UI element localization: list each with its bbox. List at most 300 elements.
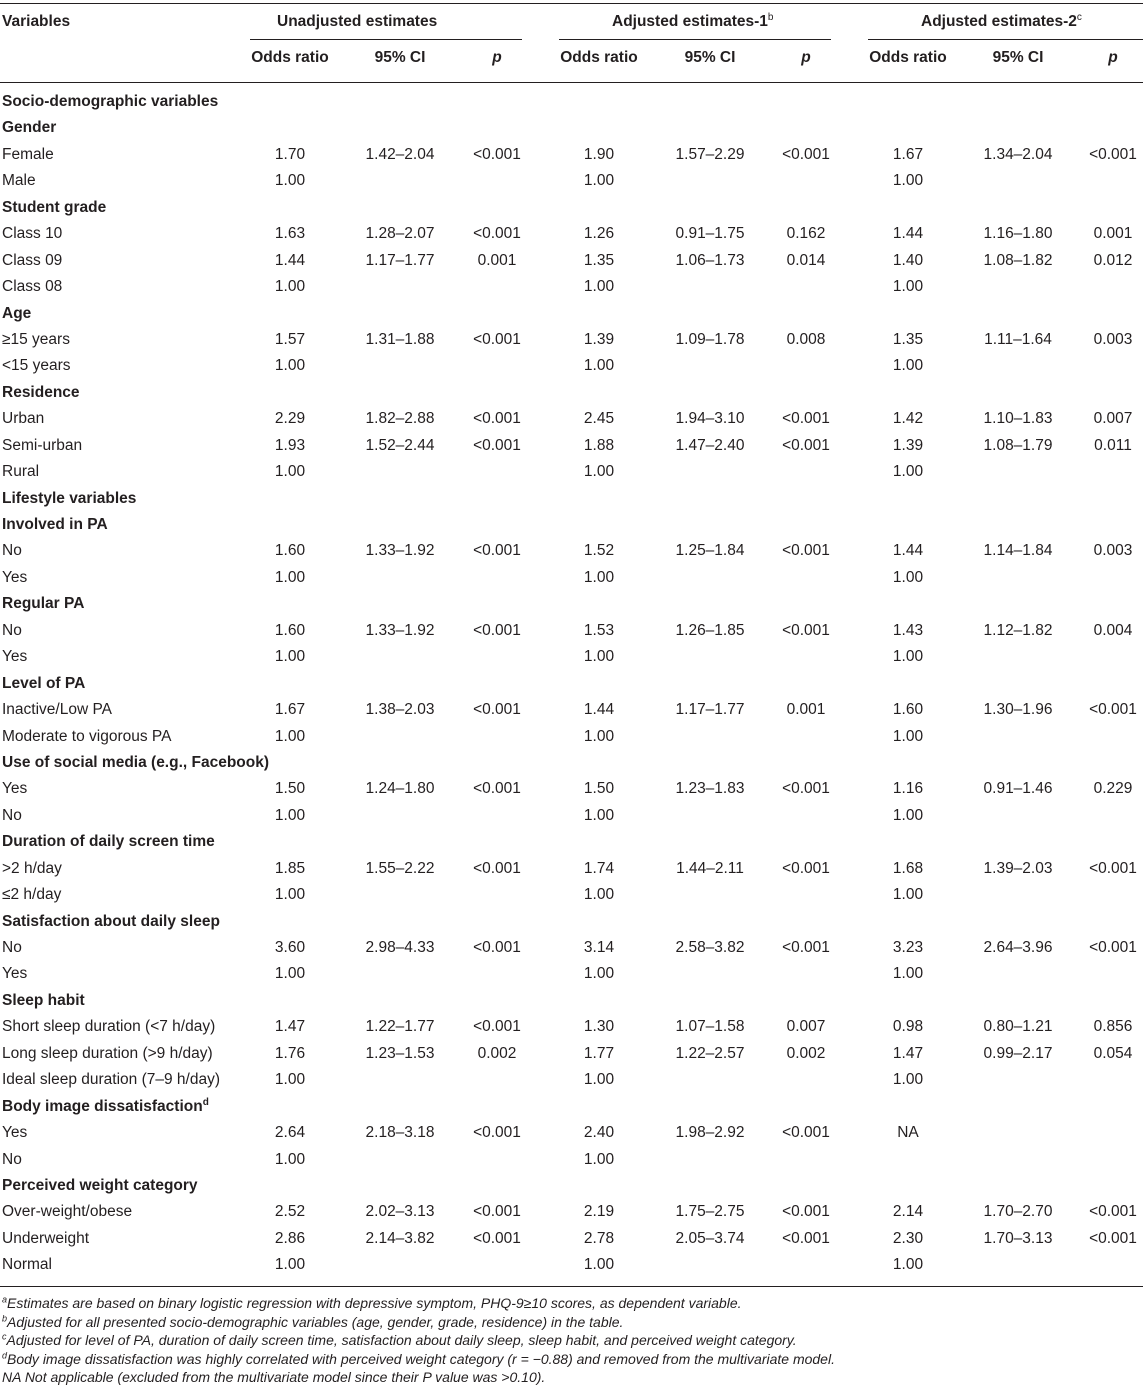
odds-ratio-cell: 1.00 bbox=[583, 727, 615, 745]
row-label bbox=[2, 1229, 89, 1249]
ci-cell: 1.33–1.92 bbox=[365, 621, 435, 639]
table-row bbox=[0, 804, 1143, 830]
odds-ratio-cell: 1.00 bbox=[274, 965, 306, 983]
p-value-cell: <0.001 bbox=[473, 145, 521, 163]
odds-ratio-cell: 2.29 bbox=[274, 410, 306, 428]
p-value-cell: <0.001 bbox=[782, 1124, 830, 1142]
subheader-odds-ratio: Odds ratio bbox=[869, 49, 947, 66]
row-label bbox=[2, 727, 171, 747]
p-value-cell: 0.003 bbox=[1093, 542, 1133, 560]
odds-ratio-cell: 1.60 bbox=[892, 701, 924, 719]
section-heading-row bbox=[0, 90, 1143, 116]
subheader-ci: 95% CI bbox=[374, 49, 426, 66]
row-label bbox=[2, 541, 22, 561]
table-row bbox=[0, 249, 1143, 275]
odds-ratio-cell: 1.40 bbox=[892, 251, 924, 269]
ci-cell: 1.07–1.58 bbox=[675, 1018, 745, 1036]
row-label-text: <15 years bbox=[2, 357, 71, 375]
odds-ratio-cell: 1.00 bbox=[274, 727, 306, 745]
table-row bbox=[0, 143, 1143, 169]
odds-ratio-cell: 1.00 bbox=[583, 463, 615, 481]
p-value-cell: 0.008 bbox=[786, 330, 826, 348]
row-label-text: No bbox=[2, 939, 22, 956]
footnote-letter: a bbox=[2, 1294, 8, 1305]
odds-ratio-cell: 1.30 bbox=[583, 1018, 615, 1036]
odds-ratio-cell: 1.67 bbox=[274, 701, 306, 719]
section-heading bbox=[2, 92, 218, 112]
ci-cell: 1.34–2.04 bbox=[983, 145, 1053, 163]
p-value-cell: 0.014 bbox=[786, 251, 826, 269]
subheader-ci: 95% CI bbox=[684, 49, 736, 66]
odds-ratio-cell: 1.53 bbox=[583, 621, 615, 639]
odds-ratio-cell: 1.00 bbox=[892, 568, 924, 586]
odds-ratio-cell: 1.47 bbox=[274, 1018, 306, 1036]
row-label-text: Lifestyle variables bbox=[2, 489, 137, 507]
odds-ratio-cell: 1.00 bbox=[274, 1071, 306, 1089]
row-label bbox=[2, 859, 62, 879]
row-label-text: Socio-demographic variables bbox=[2, 93, 219, 110]
table-row bbox=[0, 883, 1143, 909]
header-unadjusted-label: Unadjusted estimates bbox=[277, 13, 438, 30]
ci-cell: 1.08–1.79 bbox=[983, 436, 1053, 454]
ci-cell: 1.38–2.03 bbox=[365, 701, 435, 719]
table-row bbox=[0, 725, 1143, 751]
odds-ratio-cell: 1.00 bbox=[892, 463, 924, 481]
row-label bbox=[2, 964, 27, 984]
row-label-text: >2 h/day bbox=[2, 859, 62, 877]
row-label bbox=[2, 779, 27, 799]
table-row bbox=[0, 539, 1143, 565]
section-heading bbox=[2, 383, 80, 403]
odds-ratio-cell: 1.00 bbox=[583, 568, 615, 586]
odds-ratio-cell: 1.57 bbox=[274, 330, 306, 348]
header-unadjusted bbox=[277, 12, 437, 32]
section-heading-row bbox=[0, 830, 1143, 856]
p-value-cell: <0.001 bbox=[782, 436, 830, 454]
odds-ratio-cell: 0.98 bbox=[892, 1018, 924, 1036]
p-value-cell: 0.002 bbox=[786, 1044, 826, 1062]
row-label-text: Male bbox=[2, 172, 36, 190]
table-row bbox=[0, 645, 1143, 671]
ci-cell: 1.70–3.13 bbox=[983, 1229, 1053, 1247]
odds-ratio-cell: 1.00 bbox=[274, 463, 306, 481]
footnote bbox=[2, 1331, 1140, 1350]
odds-ratio-cell: NA bbox=[897, 1124, 919, 1142]
odds-ratio-cell: 1.50 bbox=[274, 780, 306, 798]
p-value-cell: <0.001 bbox=[473, 436, 521, 454]
row-label-text: Sleep habit bbox=[2, 991, 85, 1009]
odds-ratio-cell: 1.60 bbox=[274, 542, 306, 560]
p-value-cell: <0.001 bbox=[1089, 939, 1137, 956]
odds-ratio-cell: 1.70 bbox=[274, 145, 306, 163]
odds-ratio-cell: 1.00 bbox=[892, 357, 924, 375]
row-label bbox=[2, 224, 62, 244]
footnote-text: Estimates are based on binary logistic regression with depressive symptom, PHQ-9≥10 scores, as dependent variable. bbox=[7, 1295, 742, 1311]
odds-ratio-cell: 2.64 bbox=[274, 1124, 306, 1142]
p-value-cell: <0.001 bbox=[473, 859, 521, 877]
odds-ratio-cell: 1.00 bbox=[583, 278, 615, 296]
group-rule-adjusted-1 bbox=[559, 39, 831, 40]
odds-ratio-cell: 1.00 bbox=[274, 1150, 306, 1168]
odds-ratio-cell: 2.78 bbox=[583, 1229, 615, 1247]
p-value-cell: 0.011 bbox=[1094, 436, 1132, 454]
odds-ratio-cell: 1.00 bbox=[583, 1256, 615, 1274]
odds-ratio-cell: 1.35 bbox=[583, 251, 615, 269]
odds-ratio-cell: 1.00 bbox=[892, 965, 924, 983]
p-value-cell: <0.001 bbox=[473, 780, 521, 798]
ci-cell: 1.98–2.92 bbox=[675, 1124, 745, 1142]
row-label-text: Inactive/Low PA bbox=[2, 701, 112, 719]
odds-ratio-cell: 1.00 bbox=[892, 727, 924, 745]
p-value-cell: <0.001 bbox=[473, 1229, 521, 1247]
row-label bbox=[2, 885, 61, 905]
row-label bbox=[2, 1123, 27, 1143]
table-body bbox=[0, 90, 1143, 1280]
p-value-cell: <0.001 bbox=[782, 939, 830, 956]
table-row bbox=[0, 1253, 1143, 1279]
table-row bbox=[0, 1042, 1143, 1068]
odds-ratio-cell: 3.60 bbox=[274, 939, 306, 956]
odds-ratio-cell: 2.40 bbox=[583, 1124, 615, 1142]
footnote-marker-c: c bbox=[1076, 11, 1082, 23]
odds-ratio-cell: 2.52 bbox=[274, 1203, 306, 1221]
ci-cell: 1.22–2.57 bbox=[675, 1044, 745, 1062]
row-label-text: Urban bbox=[2, 410, 45, 428]
section-heading bbox=[2, 118, 56, 138]
ci-cell: 1.52–2.44 bbox=[365, 436, 435, 454]
odds-ratio-cell: 2.30 bbox=[892, 1229, 924, 1247]
p-value-cell: <0.001 bbox=[473, 410, 521, 428]
table-row bbox=[0, 460, 1143, 486]
row-label bbox=[2, 356, 71, 376]
row-label-text: Body image dissatisfaction bbox=[2, 1097, 203, 1115]
odds-ratio-cell: 1.74 bbox=[583, 859, 615, 877]
p-value-cell: <0.001 bbox=[782, 542, 830, 560]
group-rule-adjusted-2 bbox=[868, 39, 1143, 40]
odds-ratio-cell: 1.00 bbox=[892, 1071, 924, 1089]
section-heading-row bbox=[0, 592, 1143, 618]
odds-ratio-cell: 1.00 bbox=[274, 1256, 306, 1274]
row-label-text: Yes bbox=[2, 648, 28, 666]
section-heading-row bbox=[0, 513, 1143, 539]
row-label-text: ≥15 years bbox=[2, 330, 70, 348]
section-heading-row bbox=[0, 1095, 1143, 1121]
odds-ratio-cell: 1.00 bbox=[274, 648, 306, 666]
odds-ratio-cell: 1.85 bbox=[274, 859, 306, 877]
odds-ratio-cell: 1.00 bbox=[583, 357, 615, 375]
footnote bbox=[2, 1350, 1140, 1369]
ci-cell: 2.58–3.82 bbox=[675, 939, 745, 956]
ci-cell: 1.10–1.83 bbox=[983, 410, 1053, 428]
section-heading bbox=[2, 1097, 209, 1117]
header-adjusted-2 bbox=[921, 12, 1082, 32]
odds-ratio-cell: 1.00 bbox=[274, 886, 306, 904]
section-heading-row bbox=[0, 1174, 1143, 1200]
p-value-cell: <0.001 bbox=[473, 939, 521, 956]
table-row bbox=[0, 1227, 1143, 1253]
section-heading bbox=[2, 912, 220, 932]
p-value-cell: 0.007 bbox=[1093, 410, 1133, 428]
odds-ratio-cell: 1.93 bbox=[274, 436, 306, 454]
row-label-text: Age bbox=[2, 304, 32, 322]
odds-ratio-cell: 1.68 bbox=[892, 859, 924, 877]
ci-cell: 1.25–1.84 bbox=[675, 542, 745, 560]
p-value-cell: <0.001 bbox=[782, 859, 830, 877]
p-value-cell: <0.001 bbox=[1089, 1229, 1137, 1247]
ci-cell: 1.09–1.78 bbox=[675, 330, 745, 348]
ci-cell: 0.80–1.21 bbox=[983, 1018, 1053, 1036]
odds-ratio-cell: 1.60 bbox=[274, 621, 306, 639]
row-label-text: Yes bbox=[2, 965, 28, 983]
row-label bbox=[2, 621, 22, 641]
footnote-text: Adjusted for all presented socio-demographic variables (age, gender, grade, residence) in the table. bbox=[7, 1313, 624, 1330]
footnote-text: Adjusted for level of PA, duration of daily screen time, satisfaction about daily sleep, sleep habit, and perceived weight category. bbox=[6, 1332, 797, 1349]
row-label-text: Female bbox=[2, 145, 54, 163]
row-label bbox=[2, 806, 22, 826]
row-label-text: Level of PA bbox=[2, 674, 86, 692]
table-top-rule bbox=[0, 3, 1143, 4]
row-label-text: Duration of daily screen time bbox=[2, 833, 215, 851]
p-value-cell: <0.001 bbox=[782, 410, 830, 428]
ci-cell: 1.08–1.82 bbox=[983, 251, 1053, 269]
row-label-text: Over-weight/obese bbox=[2, 1203, 133, 1221]
ci-cell: 2.05–3.74 bbox=[675, 1229, 745, 1247]
odds-ratio-cell: 1.39 bbox=[583, 330, 615, 348]
ci-cell: 1.26–1.85 bbox=[675, 621, 745, 639]
ci-cell: 1.22–1.77 bbox=[365, 1018, 435, 1036]
odds-ratio-cell: 1.67 bbox=[892, 145, 924, 163]
ci-cell: 1.11–1.64 bbox=[984, 330, 1052, 348]
odds-ratio-cell: 1.44 bbox=[892, 542, 924, 560]
section-heading-row bbox=[0, 672, 1143, 698]
row-label-text: Rural bbox=[2, 463, 40, 481]
row-label-text: Perceived weight category bbox=[2, 1176, 198, 1194]
ci-cell: 1.42–2.04 bbox=[365, 145, 435, 163]
ci-cell: 2.98–4.33 bbox=[365, 939, 435, 956]
odds-ratio-cell: 1.00 bbox=[583, 1150, 615, 1168]
table-bottom-rule bbox=[0, 1286, 1143, 1287]
table-row bbox=[0, 434, 1143, 460]
ci-cell: 1.12–1.82 bbox=[983, 621, 1053, 639]
odds-ratio-cell: 2.45 bbox=[583, 410, 615, 428]
row-label-text: Long sleep duration (>9 h/day) bbox=[2, 1044, 213, 1062]
row-label bbox=[2, 145, 54, 165]
row-label bbox=[2, 647, 27, 667]
odds-ratio-cell: 1.47 bbox=[892, 1044, 924, 1062]
section-heading bbox=[2, 674, 85, 694]
section-heading bbox=[2, 753, 269, 773]
odds-ratio-cell: 1.00 bbox=[892, 886, 924, 904]
p-value-cell: <0.001 bbox=[473, 621, 521, 639]
row-label-text: Class 09 bbox=[2, 251, 63, 269]
footnote-marker-b: b bbox=[767, 11, 774, 23]
odds-ratio-cell: 1.76 bbox=[274, 1044, 306, 1062]
section-heading-row bbox=[0, 989, 1143, 1015]
header-bottom-rule bbox=[0, 82, 1143, 83]
ci-cell: 1.70–2.70 bbox=[983, 1203, 1053, 1221]
row-label bbox=[2, 277, 62, 297]
odds-ratio-cell: 1.77 bbox=[583, 1044, 615, 1062]
row-label-text: Residence bbox=[2, 383, 80, 401]
odds-ratio-cell: 1.00 bbox=[583, 886, 615, 904]
ci-cell: 1.31–1.88 bbox=[365, 330, 435, 348]
ci-cell: 1.06–1.73 bbox=[675, 251, 745, 269]
section-heading bbox=[2, 1176, 198, 1196]
row-label-text: Moderate to vigorous PA bbox=[2, 727, 172, 745]
p-value-cell: 0.003 bbox=[1093, 330, 1133, 348]
row-label bbox=[2, 1017, 215, 1037]
footnote-letter: c bbox=[2, 1331, 7, 1342]
table-row bbox=[0, 936, 1143, 962]
p-value-cell: <0.001 bbox=[473, 1018, 521, 1036]
row-label-text: Yes bbox=[2, 1124, 28, 1142]
table-row bbox=[0, 328, 1143, 354]
section-heading bbox=[2, 304, 31, 324]
p-value-cell: <0.001 bbox=[1089, 859, 1137, 877]
p-value-cell: 0.054 bbox=[1093, 1044, 1133, 1062]
row-label bbox=[2, 1255, 52, 1275]
p-value-cell: 0.012 bbox=[1093, 251, 1133, 269]
row-label-text: Regular PA bbox=[2, 595, 85, 613]
table-row bbox=[0, 354, 1143, 380]
p-value-cell: <0.001 bbox=[1089, 1203, 1137, 1221]
section-heading bbox=[2, 991, 85, 1011]
ci-cell: 1.23–1.53 bbox=[365, 1044, 435, 1062]
odds-ratio-cell: 1.44 bbox=[274, 251, 306, 269]
odds-ratio-cell: 2.14 bbox=[892, 1203, 924, 1221]
ci-cell: 1.28–2.07 bbox=[365, 225, 435, 243]
row-label-text: No bbox=[2, 806, 22, 824]
row-label bbox=[2, 1150, 22, 1170]
row-label bbox=[2, 1202, 132, 1222]
ci-cell: 1.33–1.92 bbox=[365, 542, 435, 560]
odds-ratio-cell: 1.00 bbox=[274, 568, 306, 586]
footnote bbox=[2, 1313, 1140, 1332]
section-heading-row bbox=[0, 751, 1143, 777]
odds-ratio-cell: 1.00 bbox=[274, 806, 306, 824]
row-label bbox=[2, 171, 36, 191]
header-adjusted-2-label: Adjusted estimates-2 bbox=[921, 13, 1077, 30]
footnote-text: NA Not applicable (excluded from the multivariate model since their P value was >0.10). bbox=[2, 1369, 546, 1386]
ci-cell: 1.47–2.40 bbox=[675, 436, 745, 454]
odds-ratio-cell: 1.43 bbox=[892, 621, 924, 639]
row-label bbox=[2, 462, 39, 482]
odds-ratio-cell: 1.00 bbox=[274, 357, 306, 375]
section-heading-row bbox=[0, 196, 1143, 222]
row-label-text: Class 08 bbox=[2, 278, 63, 296]
subheader-p: p bbox=[1108, 49, 1118, 66]
row-label bbox=[2, 251, 62, 271]
table-row bbox=[0, 566, 1143, 592]
odds-ratio-cell: 3.23 bbox=[892, 939, 924, 956]
odds-ratio-cell: 1.00 bbox=[892, 1256, 924, 1274]
odds-ratio-cell: 1.42 bbox=[892, 410, 924, 428]
table-row bbox=[0, 1148, 1143, 1174]
footnote-marker-d: d bbox=[202, 1096, 209, 1108]
ci-cell: 1.44–2.11 bbox=[676, 859, 744, 877]
p-value-cell: <0.001 bbox=[1089, 701, 1137, 719]
odds-ratio-cell: 1.00 bbox=[583, 965, 615, 983]
row-label bbox=[2, 1044, 213, 1064]
p-value-cell: 0.001 bbox=[786, 701, 826, 719]
table-row bbox=[0, 1068, 1143, 1094]
section-heading bbox=[2, 594, 84, 614]
table-row bbox=[0, 962, 1143, 988]
ci-cell: 1.14–1.84 bbox=[983, 542, 1053, 560]
group-rule-unadjusted bbox=[250, 39, 522, 40]
ci-cell: 2.64–3.96 bbox=[983, 939, 1053, 956]
table-row bbox=[0, 275, 1143, 301]
row-label bbox=[2, 700, 112, 720]
table-row bbox=[0, 619, 1143, 645]
table-row bbox=[0, 777, 1143, 803]
odds-ratio-cell: 1.00 bbox=[583, 172, 615, 190]
row-label-text: No bbox=[2, 1150, 22, 1168]
ci-cell: 1.39–2.03 bbox=[983, 859, 1053, 877]
table-row bbox=[0, 1200, 1143, 1226]
p-value-cell: 0.162 bbox=[786, 225, 826, 243]
header-adjusted-1 bbox=[612, 12, 773, 32]
p-value-cell: <0.001 bbox=[473, 542, 521, 560]
ci-cell: 2.14–3.82 bbox=[365, 1229, 435, 1247]
odds-ratio-cell: 1.63 bbox=[274, 225, 306, 243]
header-variables: Variables bbox=[2, 13, 71, 30]
table-row bbox=[0, 222, 1143, 248]
odds-ratio-cell: 1.00 bbox=[274, 278, 306, 296]
section-heading bbox=[2, 832, 215, 852]
row-label-text: Yes bbox=[2, 568, 28, 586]
p-value-cell: <0.001 bbox=[1089, 145, 1137, 163]
row-label-text: Class 10 bbox=[2, 225, 63, 243]
ci-cell: 1.17–1.77 bbox=[365, 251, 435, 269]
ci-cell: 1.75–2.75 bbox=[675, 1203, 745, 1221]
p-value-cell: 0.856 bbox=[1093, 1018, 1133, 1036]
footnote-letter: d bbox=[2, 1350, 8, 1361]
ci-cell: 1.30–1.96 bbox=[983, 701, 1053, 719]
footnote bbox=[2, 1368, 1140, 1387]
odds-ratio-cell: 1.90 bbox=[583, 145, 615, 163]
odds-ratio-cell: 1.00 bbox=[892, 278, 924, 296]
subheader-p: p bbox=[492, 49, 502, 66]
ci-cell: 1.82–2.88 bbox=[365, 410, 435, 428]
subheader-odds-ratio: Odds ratio bbox=[560, 49, 638, 66]
odds-ratio-cell: 3.14 bbox=[583, 939, 615, 956]
section-heading-row bbox=[0, 381, 1143, 407]
row-label-text: Normal bbox=[2, 1256, 52, 1274]
odds-ratio-cell: 1.35 bbox=[892, 330, 924, 348]
row-label bbox=[2, 1070, 220, 1090]
section-heading-row bbox=[0, 487, 1143, 513]
p-value-cell: <0.001 bbox=[782, 1203, 830, 1221]
ci-cell: 1.94–3.10 bbox=[675, 410, 745, 428]
table-row bbox=[0, 407, 1143, 433]
section-heading-row bbox=[0, 116, 1143, 142]
section-heading-row bbox=[0, 302, 1143, 328]
odds-ratio-cell: 1.50 bbox=[583, 780, 615, 798]
odds-ratio-cell: 1.00 bbox=[892, 648, 924, 666]
section-heading bbox=[2, 515, 108, 535]
footnote-letter: b bbox=[2, 1312, 8, 1323]
table-row bbox=[0, 1015, 1143, 1041]
p-value-cell: <0.001 bbox=[473, 225, 521, 243]
row-label-text: Ideal sleep duration (7–9 h/day) bbox=[2, 1071, 221, 1089]
section-heading bbox=[2, 198, 106, 218]
footnote-text: Body image dissatisfaction was highly correlated with perceived weight category (r = −0.88) and removed from the multivariate model. bbox=[7, 1350, 835, 1367]
row-label-text: Short sleep duration (<7 h/day) bbox=[2, 1018, 216, 1036]
row-label bbox=[2, 409, 44, 429]
p-value-cell: 0.001 bbox=[1093, 225, 1133, 243]
row-label bbox=[2, 330, 70, 350]
